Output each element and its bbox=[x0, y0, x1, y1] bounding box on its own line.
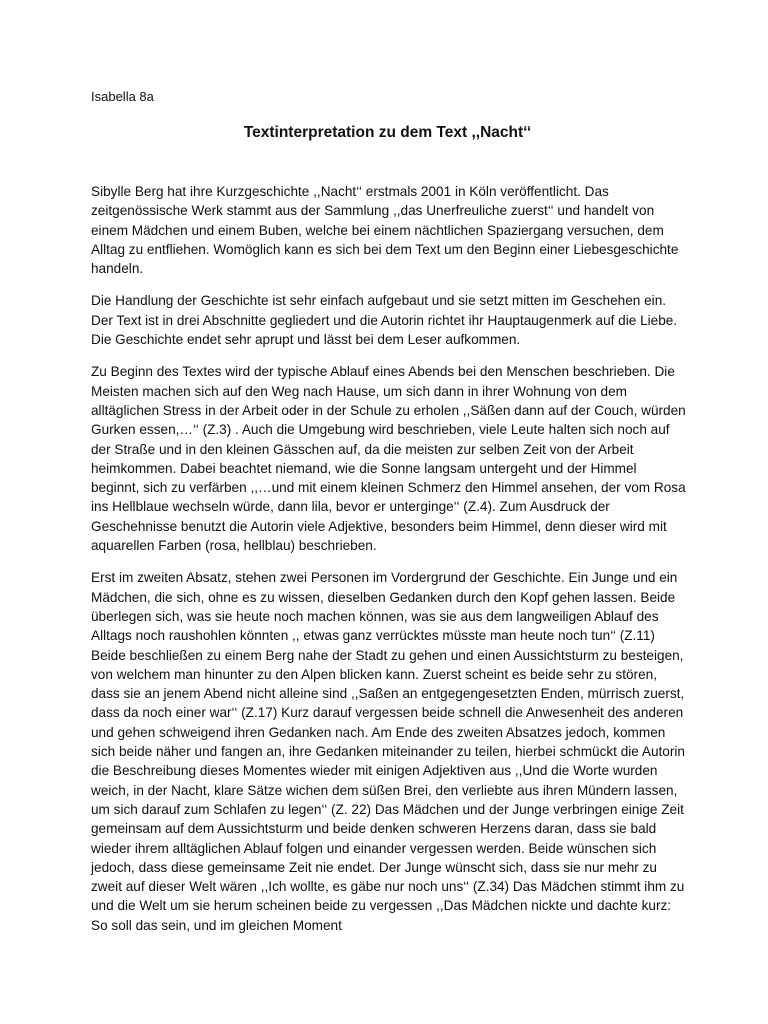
paragraph-second-section: Erst im zweiten Absatz, stehen zwei Personen im Vordergrund der Geschichte. Ein Junge und ein Mädchen, die sich, ohne es zu wissen, dieselben Gedanken durch den Kopf gehen lassen. Beide überlegen sich, was sie heute noch machen können, was sie aus dem langweiligen Ablauf des Alltags noch raushohlen könnten ,, etwas ganz verrücktes müsste man heute noch tun‘‘ (Z.11) Beide beschließen zu einem Berg nahe der Stadt zu gehen und einen Aussichtsturm zu besteigen, von welchem man hinunter zu den Alpen blicken kann. Zuerst scheint es beide sehr zu stören, dass sie an jenem Abend nicht alleine sind ,,Saßen an entgegengesetzten Enden, mürrisch zuerst, dass da noch einer war‘‘ (Z.17) Kurz darauf vergessen beide schnell die Anwesenheit des anderen und gehen schweigend ihren Gedanken nach. Am Ende des zweiten Absatzes jedoch, kommen sich beide näher und fangen an, ihre Gedanken miteinander zu teilen, hierbei schmückt die Autorin die Beschreibung dieses Momentes wieder mit einigen Adjektiven aus ,,Und die Worte wurden weich, in der Nacht, klare Sätze wichen dem süßen Brei, den verliebte aus ihren Mündern lassen, um sich darauf zum Schlafen zu legen‘‘ (Z. 22) Das Mädchen und der Junge verbringen einige Zeit gemeinsam auf dem Aussichtsturm und beide denken schweren Herzens daran, dass sie bald wieder ihrem alltäglichen Ablauf folgen und einander vergessen werden. Beide wünschen sich jedoch, dass diese gemeinsame Zeit nie endet. Der Junge wünscht sich, dass sie nur mehr zu zweit auf dieser Welt wären ,,Ich wollte, es gäbe nur noch uns‘‘ (Z.34) Das Mädchen stimmt ihm zu und die Welt um sie herum scheinen beide zu vergessen ,,Das Mädchen nickte und dachte kurz: So soll das sein, und im gleichen Moment bbox=[91, 570, 685, 933]
document-title: Textinterpretation zu dem Text ,,Nacht‘‘ bbox=[243, 124, 532, 141]
paragraph-first-section: Zu Beginn des Textes wird der typische Ablauf eines Abends bei den Menschen beschrieben. Die Meisten machen sich auf den Weg nach Hause, um sich dann in ihrer Wohnung von dem alltäglichen Stress in der Arbeit oder in der Schule zu erholen ,,Säßen dann auf der Couch, würden Gurken essen,…‘‘ (Z.3) . Auch die Umgebung wird beschrieben, viele Leute halten sich noch auf der Straße und in den kleinen Gässchen auf, da die meisten zur selben Zeit von der Arbeit heimkommen. Dabei beachtet niemand, wie die Sonne langsam untergeht und der Himmel beginnt, sich zu verfärben ,,…und mit einem kleinen Schmerz den Himmel ansehen, der vom Rosa ins Hellblaue wechseln würde, dann lila, bevor er unterginge‘‘ (Z.4). Zum Ausdruck der Geschehnisse benutzt die Autorin viele Adjektive, besonders beim Himmel, denn dieser wird mit aquarellen Farben (rosa, hellblau) beschrieben. bbox=[91, 364, 686, 554]
paragraph-structure: Die Handlung der Geschichte ist sehr einfach aufgebaut und sie setzt mitten im Geschehen ein. Der Text ist in drei Abschnitte gegliedert und die Autorin richtet ihr Hauptaugenmerk auf die Liebe. Die Geschichte endet sehr aprupt und lässt bei dem Leser aufkommen. bbox=[91, 293, 678, 348]
author-line: Isabella 8a bbox=[91, 89, 154, 104]
document-body bbox=[91, 182, 688, 935]
paragraph-intro: Sibylle Berg hat ihre Kurzgeschichte ,,Nacht‘‘ erstmals 2001 in Köln veröffentlicht. Das zeitgenössische Werk stammt aus der Sammlung ,,das Unerfreuliche zuerst‘‘ und handelt von einem Mädchen und einem Buben, welche bei einem nächtlichen Spaziergang versuchen, dem Alltag zu entfliehen. Womöglich kann es sich bei dem Text um den Beginn einer Liebesgeschichte handeln. bbox=[91, 184, 679, 277]
